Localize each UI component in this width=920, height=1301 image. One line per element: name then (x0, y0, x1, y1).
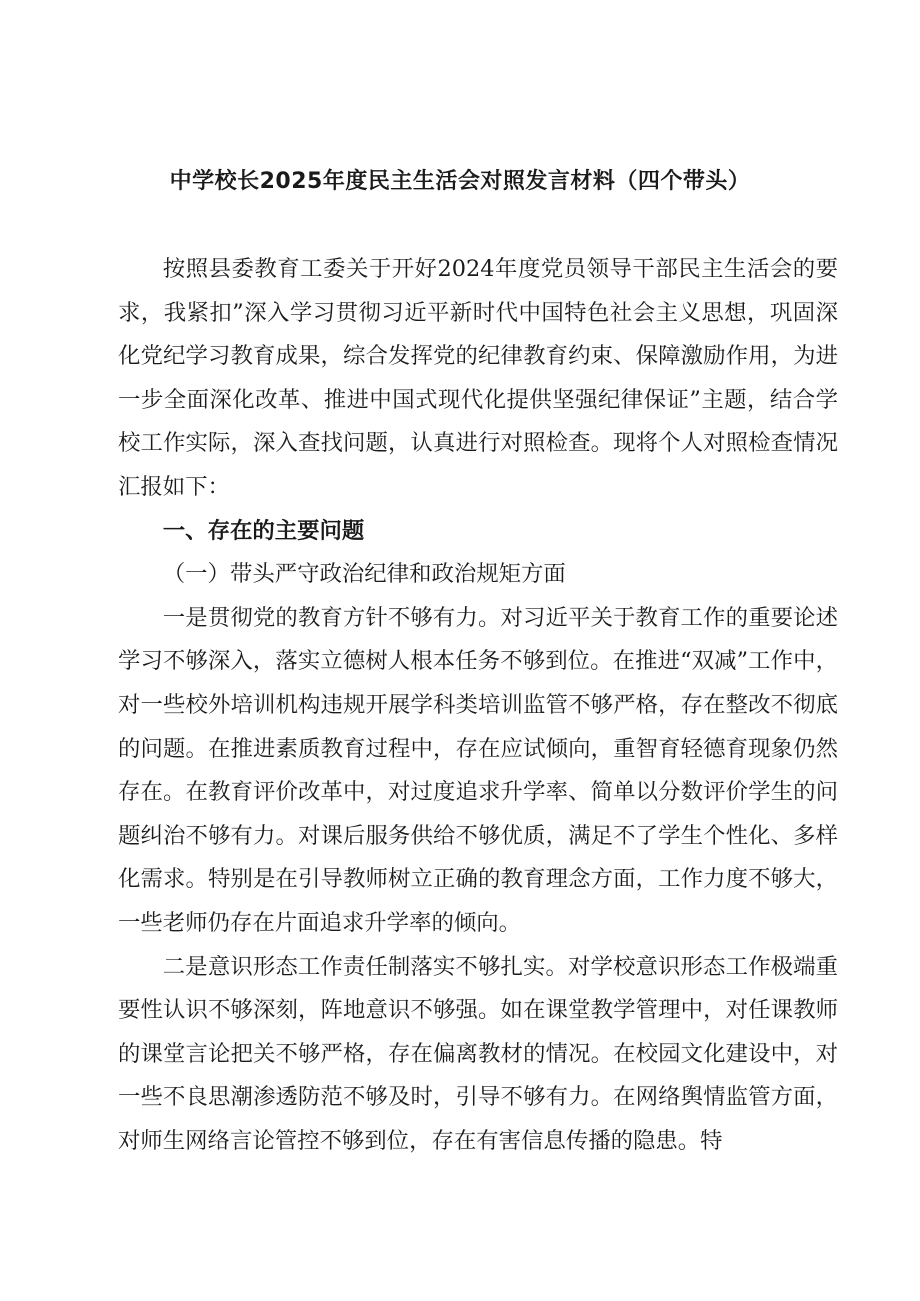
subsection-heading-political-discipline: （一）带头严守政治纪律和政治规矩方面 (162, 561, 566, 588)
body-paragraph-2: 二是意识形态工作责任制落实不够扎实。对学校意识形态工作极端重要性认识不够深刻，阵地意识不够强。如在课堂教学管理中，对任课教师的课堂言论把关不够严格，存在偏离教材的情况。在校园文化建设中，对一些不良思潮渗透防范不够及时，引导不够有力。在网络舆情监管方面，对师生网络言论管控不够到位，存在有害信息传播的隐患。特 (118, 953, 838, 1154)
document-title: 中学校长2025年度民主生活会对照发言材料（四个带头） (169, 169, 751, 194)
section-heading-main-problems: 一、存在的主要问题 (162, 517, 365, 544)
document-body (118, 248, 838, 1163)
intro-paragraph: 按照县委教育工委关于开好2024年度党员领导干部民主生活会的要求，我紧扣”深入学习贯彻习近平新时代中国特色社会主义思想，巩固深化党纪学习教育成果，综合发挥党的纪律教育约束、保障激励作用，为进一步全面深化改革、推进中国式现代化提供坚强纪律保证”主题，结合学校工作实际，深入查找问题，认真进行对照检查。现将个人对照检查情况汇报如下： (118, 256, 838, 500)
body-paragraph-1: 一是贯彻党的教育方针不够有力。对习近平关于教育工作的重要论述学习不够深入，落实立德树人根本任务不够到位。在推进“双减”工作中，对一些校外培训机构违规开展学科类培训监管不够严格，存在整改不彻底的问题。在推进素质教育过程中，存在应试倾向，重智育轻德育现象仍然存在。在教育评价改革中，对过度追求升学率、简单以分数评价学生的问题纠治不够有力。对课后服务供给不够优质，满足不了学生个性化、多样化需求。特别是在引导教师树立正确的教育理念方面，工作力度不够大，一些老师仍存在片面追求升学率的倾向。 (118, 604, 838, 936)
